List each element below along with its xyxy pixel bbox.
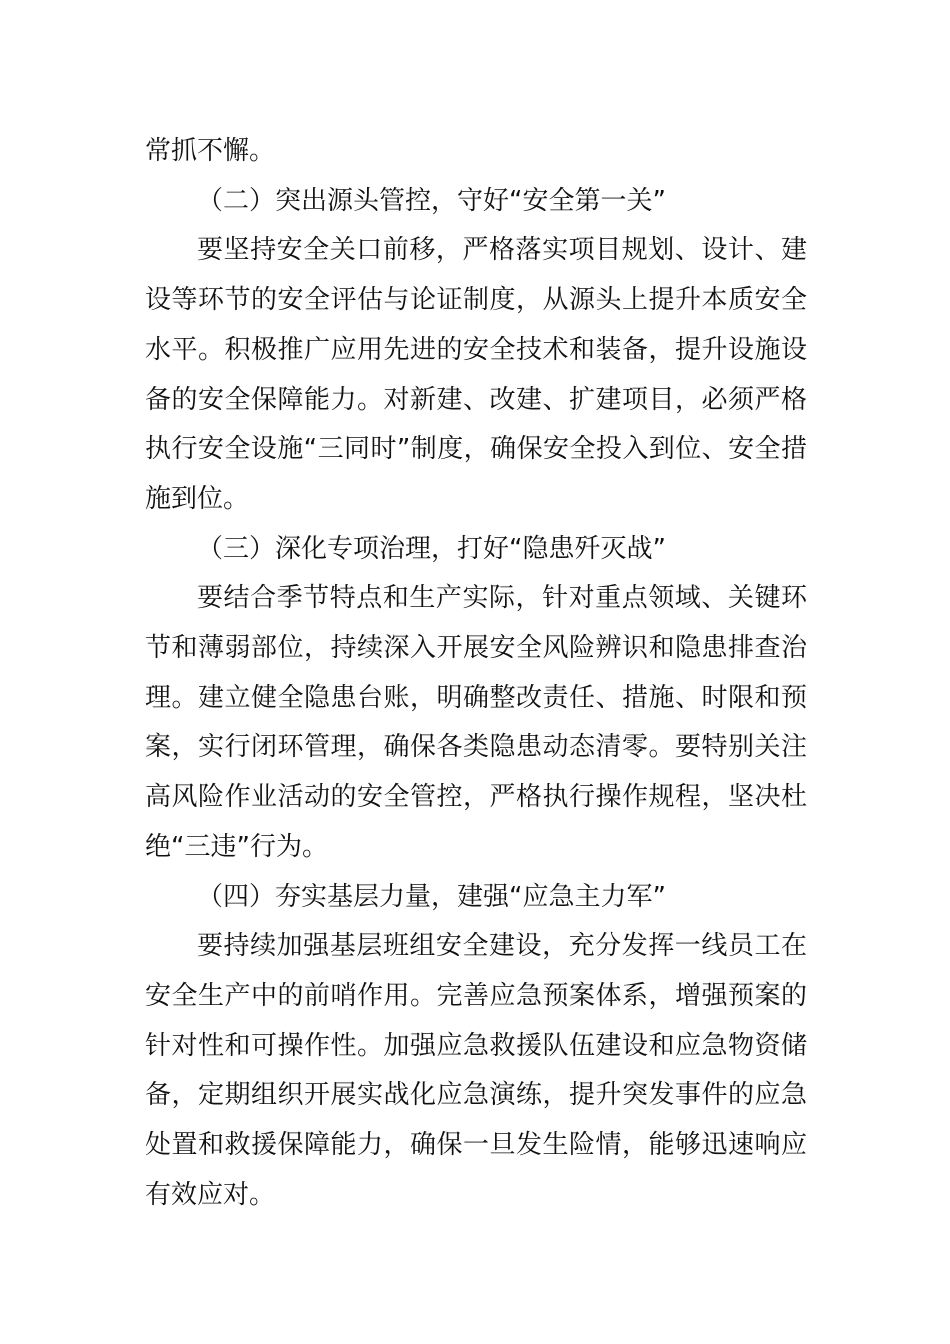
section-heading-4: （四）夯实基层力量，建强“应急主力军” — [197, 881, 666, 912]
paragraph-continuation: 常抓不懈。 — [145, 136, 276, 166]
paragraph-grassroots-strength: 要持续加强基层班组安全建设，充分发挥一线员工在安全生产中的前哨作用。完善应急预案体系，增强预案的针对性和可操作性。加强应急救援队伍建设和应急物资储备，定期组织开展实战化应急演练，提升突发事件的应急处置和救援保障能力，确保一旦发生险情，能够迅速响应有效应对。 — [145, 931, 807, 1210]
paragraph-special-governance: 要结合季节特点和生产实际，针对重点领域、关键环节和薄弱部位，持续深入开展安全风险辨识和隐患排查治理。建立健全隐患台账，明确整改责任、措施、时限和预案，实行闭环管理，确保各类隐患动态清零。要特别关注高风险作业活动的安全管控，严格执行操作规程，坚决杜绝“三违”行为。 — [145, 583, 807, 862]
paragraph-source-control: 要坚持安全关口前移，严格落实项目规划、设计、建设等环节的安全评估与论证制度，从源头上提升本质安全水平。积极推广应用先进的安全技术和装备，提升设施设备的安全保障能力。对新建、改建、扩建项目，必须严格执行安全设施“三同时”制度，确保安全投入到位、安全措施到位。 — [145, 235, 807, 514]
document-body — [145, 127, 807, 1220]
section-heading-3: （三）深化专项治理，打好“隐患歼灭战” — [197, 533, 666, 564]
section-heading-2: （二）突出源头管控，守好“安全第一关” — [197, 185, 666, 216]
